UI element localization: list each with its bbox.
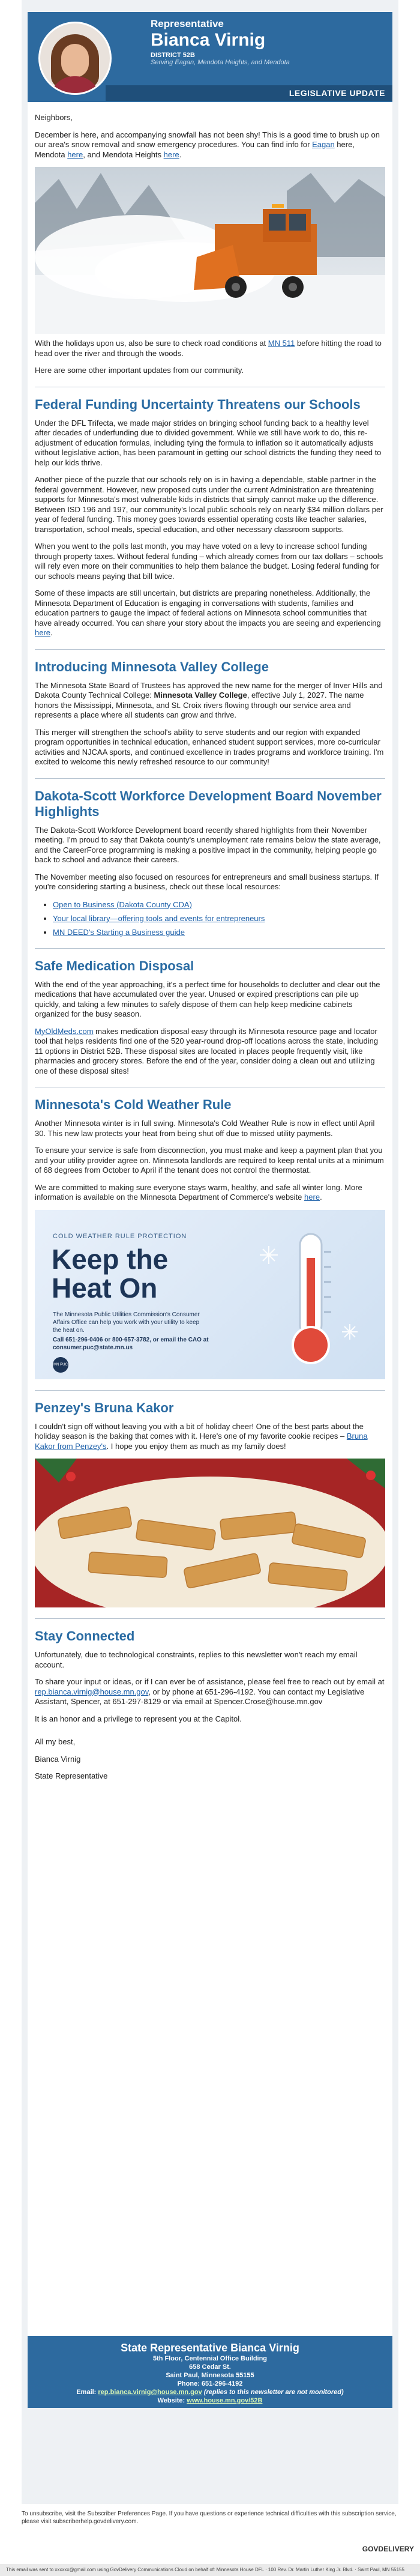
header-title-line1: Representative — [151, 18, 224, 29]
myoldmeds-link[interactable]: MyOldMeds.com — [35, 1026, 94, 1036]
footer-website-row: Website: www.house.mn.gov/52B — [157, 2397, 263, 2404]
footer-email-row: Email: rep.bianca.virnig@house.mn.gov (replies to this newsletter are not monitored) — [76, 2389, 344, 2396]
workforce-p2: The November meeting also focused on resources for entrepreneurs and small business startups. If you're considering starting a business, check out these local resources: — [35, 872, 379, 891]
footer-name: State Representative Bianca Virnig — [121, 2342, 299, 2354]
cold-weather-p1: Another Minnesota winter is in full swing. Minnesota's Cold Weather Rule is now in effect until April 30. This new law protects your heat from being shut off due to missed utility payments. — [35, 1119, 375, 1138]
cold-weather-p2: To ensure your service is safe from disconnection, you must make and keep a payment plan that you and your utility provider agree on. Minnesota landlords are required to keep rental units at a minimum of 68 degrees from October to April if the tenant does not control the thermostat. — [35, 1146, 384, 1175]
intro-paragraph-1: December is here, and accompanying snowfall has not been shy! This is a good time to brush up on our area's snow removal and snow emergency procedures. You can find info for Eagan here, Mendota here, and Mendota Heights here. — [35, 130, 380, 159]
unsubscribe-text: To unsubscribe, visit the Subscriber Preferences Page. If you have questions or experience technical difficulties with this subscription service, please visit subscriberhelp.govdelivery.com. — [22, 2511, 397, 2525]
divider — [35, 1618, 385, 1619]
email-link[interactable]: rep.bianca.virnig@house.mn.gov — [35, 1687, 149, 1696]
newsletter-card — [28, 12, 392, 2408]
footer-contact — [28, 2336, 392, 2408]
poster-body: The Minnesota Public Utilities Commission's Consumer Affairs Office can help you work with your utility to keep the heat on. — [53, 1311, 200, 1334]
signoff: All my best, — [35, 1737, 76, 1746]
federal-funding-p3: When you went to the polls last month, you may have voted on a levy to increase school funding through property taxes. Without federal funding – which already comes from our tax dollars – schools will rely even more on their communities to help them balance the budget. Losing federal funding for our schools means paying that bill twice. — [35, 542, 383, 581]
section-title-cold-weather: Minnesota's Cold Weather Rule — [35, 1097, 232, 1112]
header-serving: Serving Eagan, Mendota Heights, and Mendota — [151, 59, 290, 66]
newsletter-content — [35, 102, 385, 1789]
footer-email-link[interactable]: rep.bianca.virnig@house.mn.gov — [98, 2389, 202, 2396]
snowplow-photo — [35, 167, 385, 334]
intro-paragraph-2: With the holidays upon us, also be sure to check road conditions at MN 511 before hitting the road to head over the river and through the woods. — [35, 339, 382, 358]
band-label: LEGISLATIVE UPDATE — [289, 88, 385, 98]
recipe-link[interactable]: Bruna Kakor from Penzey's — [35, 1432, 368, 1451]
poster-kicker: COLD WEATHER RULE PROTECTION — [53, 1232, 187, 1240]
footer-website-link[interactable]: www.house.mn.gov/52B — [187, 2397, 263, 2404]
list-item — [53, 927, 385, 937]
sent-to-bar — [0, 2564, 420, 2576]
poster-title-1: Keep the — [52, 1243, 169, 1275]
list-item — [53, 899, 385, 910]
mn511-link[interactable]: MN 511 — [268, 339, 295, 348]
header-banner — [28, 12, 392, 102]
footer-phone: Phone: 651-296-4192 — [177, 2380, 243, 2387]
mendota-heights-link[interactable]: here — [163, 150, 179, 159]
medication-p2: MyOldMeds.com makes medication disposal easy through its Minnesota resource page and locator tool that helps residents find one of the 520 year-round drop-off locations across the state, including 11 options in District 52B. These disposal sites are located in places people frequently visit, like pharmacies and grocery stores. Before the end of the year, consider doing a clean out and utilizing one of these disposal sites! — [35, 1026, 379, 1075]
section-title-stay-connected: Stay Connected — [35, 1628, 135, 1643]
divider — [35, 1390, 385, 1391]
federal-funding-p4: Some of these impacts are still uncertain, but districts are preparing nonetheless. Additionally, the Minnesota Department of Education is engaging in conversations with students, families and education partners to gauge the impact of federal actions on Minnesota school communities that have already occurred. You can share your story about the impacts you are seeing and experiencing here. — [35, 588, 381, 637]
thermometer-icon — [251, 1222, 371, 1372]
list-item — [53, 913, 385, 924]
divider — [35, 778, 385, 779]
stay-connected-p3: It is an honor and a privilege to represent you at the Capitol. — [35, 1714, 242, 1723]
section-title-workforce: Dakota-Scott Workforce Development Board November Highlights — [35, 788, 382, 819]
govdelivery-logo: GOVDELIVERY — [362, 2545, 414, 2553]
intro-paragraph-3: Here are some other important updates from our community. — [35, 366, 244, 375]
commerce-link[interactable]: here — [304, 1193, 320, 1202]
sent-to-text: This email was sent to xxxxxx@gmail.com using GovDelivery Communications Cloud on behalf of: Minnesota House DFL · 100 Rev. Dr. Martin Luther King Jr. Blvd. · Saint Paul, MN 55155 — [6, 2567, 404, 2572]
eagan-link[interactable]: Eagan — [312, 140, 335, 149]
poster-contact: Call 651-296-0406 or 800-657-3782, or email the CAO at consumer.puc@state.mn.us — [53, 1336, 209, 1351]
greeting: Neighbors, — [35, 113, 73, 122]
footer-address-3: Saint Paul, Minnesota 55155 — [166, 2372, 254, 2379]
divider — [35, 948, 385, 949]
header-title-name: Bianca Virnig — [151, 30, 266, 50]
section-title-mn-valley-college: Introducing Minnesota Valley College — [35, 659, 269, 674]
medication-p1: With the end of the year approaching, it's a perfect time for households to declutter and clear out the medications that have accumulated over the year. Unused or expired prescriptions can pile up quickly, and taking a few minutes to safely dispose of them can help keep medicine cabinets organized for the busy season. — [35, 979, 380, 1018]
legislative-update-band — [106, 85, 392, 101]
cold-weather-poster — [35, 1210, 385, 1379]
stay-connected-p2: To share your input or ideas, or if I can ever be of assistance, please feel free to reach out by email at rep.bianca.virnig@house.mn.gov, or by phone at 651-296-4192. You can contact my Legislative Assistant, Spencer, at 651-297-8129 or via email at Spencer.Crose@house.mn.gov — [35, 1677, 385, 1706]
local-library-link[interactable]: Your local library—offering tools and events for entrepreneurs — [53, 913, 265, 923]
mn-valley-college-p2: This merger will strengthen the school's ability to serve students and our region with expanded program opportunities in technical education, enhanced student support services, more co-curricular activities and NJCAA sports, and continued excellence in trades programs and workforce training. I'm excited to welcome this newly refreshed resource to our community! — [35, 727, 384, 766]
footer-address-1: 5th Floor, Centennial Office Building — [152, 2355, 268, 2362]
signature-title: State Representative — [35, 1771, 108, 1780]
federal-funding-p1: Under the DFL Trifecta, we made major strides on bringing school funding back to a healthy level after decades of underfunding due to divided government. While we still have work to do, this re-adjustment of education formulas, including tying the formula to inflation so it automatically adjusts without legislative action, has been paramount in getting our school districts the funding they need to help our kids thrive. — [35, 418, 382, 467]
representative-photo — [32, 16, 106, 98]
section-title-bruna-kakor: Penzey's Bruna Kakor — [35, 1400, 174, 1415]
resource-list — [35, 899, 385, 937]
deed-guide-link[interactable]: MN DEED's Starting a Business guide — [53, 927, 185, 937]
section-title-federal-funding: Federal Funding Uncertainty Threatens our Schools — [35, 396, 361, 412]
mn-valley-college-p1: The Minnesota State Board of Trustees has approved the new name for the merger of Inver Hills and Dakota County Technical College: Minnesota Valley College, effective July 1, 2027. The name honors the Mississippi, Minnesota, and St. Croix rivers flowing through our service area and represents a place where all students can grow and thrive. — [35, 680, 383, 719]
footer-address-2: 658 Cedar St. — [189, 2363, 231, 2371]
cold-weather-p3: We are committed to making sure everyone stays warm, healthy, and safe all winter long. More information is available on the Minnesota Department of Commerce's website here. — [35, 1182, 362, 1202]
mendota-link[interactable]: here — [67, 150, 83, 159]
puc-seal-icon: MN PUC — [53, 1357, 68, 1373]
cookies-photo — [35, 1459, 385, 1607]
divider — [35, 649, 385, 650]
open-to-business-link[interactable]: Open to Business (Dakota County CDA) — [53, 899, 192, 909]
share-story-link[interactable]: here — [35, 628, 51, 637]
header-district: DISTRICT 52B — [151, 52, 195, 59]
section-title-medication: Safe Medication Disposal — [35, 958, 194, 973]
poster-title-2: Heat On — [52, 1272, 158, 1304]
bruna-kakor-p1: I couldn't sign off without leaving you with a bit of holiday cheer! One of the best parts about the holiday season is the baking that comes with it. Here's one of my favorite cookie recipes – Bruna Kakor from Penzey's. I hope you enjoy them as much as my family does! — [35, 1421, 368, 1451]
workforce-p1: The Dakota-Scott Workforce Development board recently shared highlights from their November meeting. I'm proud to say that Dakota county's unemployment rate remains below the state average, and the CareerForce programming is making a positive impact in the community, helping people go back to school and advance their careers. — [35, 825, 381, 864]
stay-connected-p1: Unfortunately, due to technological constraints, replies to this newsletter won't reach my email account. — [35, 1650, 358, 1669]
signature-name: Bianca Virnig — [35, 1754, 81, 1764]
federal-funding-p2: Another piece of the puzzle that our schools rely on is in having a dependable, stable partner in the federal government. However, new proposed cuts under the current Administration are threatening supports for Minnesota's most vulnerable kids in districts that simply cannot make up the difference. Between ISD 196 and 197, our community's local public schools rely on nearly $34 million dollars per year of federal funding. This money goes towards essential operating costs like teacher salaries, transportation, school meals, special education, and other necessary classroom supports. — [35, 475, 383, 534]
